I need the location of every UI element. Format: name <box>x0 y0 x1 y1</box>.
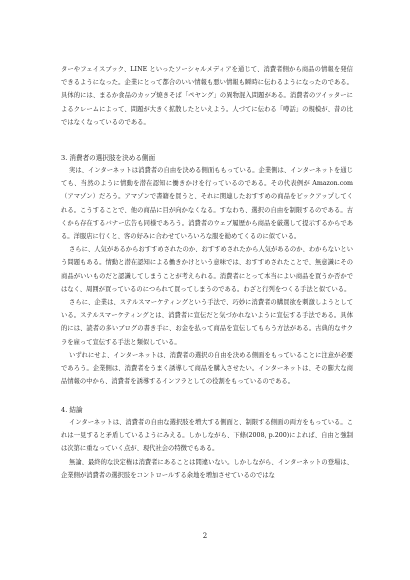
page-number: 2 <box>202 532 208 540</box>
intro-paragraph: ターやフェイスブック、LINE といったソーシャルメディアを通じて、消費者側から商品の情報を発信できるようになった。企業にとって都合のいい情報も悪い情報も瞬時に伝わるようになったのである。具体的には、まるか食品のカップ焼きそば「ペヤング」の異物混入問題がある。消費者のツイッターによるクレームによって、問題が大きく拡散したといえよう。人づてに伝わる「噂話」の規模が、昔の比ではなくなっているのである。 <box>61 66 353 126</box>
section-4-heading: 4. 結論 <box>61 406 83 414</box>
section-3-paragraph-4: いずれにせよ、インターネットは、消費者の選択の自由を決める側面をもっていることに注意が必要であろう。企業側は、消費者をうまく誘導して商品を購入させたい。インターネットは、その膨大な商品情報の中から、消費者を誘導するインフラとしての役割をもっているのである。 <box>61 351 353 386</box>
section-3 <box>61 152 353 388</box>
section-3-heading: 3. 消費者の選択肢を決める側面 <box>61 154 156 162</box>
section-3-paragraph-1: 実は、インターネットは消費者の自由を決める側面ももっている。企業側は、インターネットを通じても、当然のように情動を潜在認知に働きかけを行っているのである。その代表例が Amazon.com（アマゾン）だろう。アマゾンで書籍を買うと、それに関連したおすすめの商品をピックアップしてくれる。こうすることで、他の商品に目が向かなくなる。すなわち、選択の自由を制限するのである。古くから存在するバナー広告も同様であろう。消費者のウェブ履歴から商品を厳選して提示するからである。洋服店に行くと、客の好みに合わせていろいろな服を勧めてくるのに似ている。 <box>61 167 353 241</box>
section-4 <box>61 404 353 482</box>
section-3-paragraph-3: さらに、企業は、ステルスマーケティングという手法で、巧妙に消費者の購買欲を刺激しようとしている。ステルスマーケティングとは、消費者に宣伝だと気づかれないように宣伝する手法である。具体的には、読者の多いブログの書き手に、お金を払って商品を宣伝してもらう方法がある。古典的なサクラを雇って宣伝する手法と類似している。 <box>61 299 353 346</box>
section-4-paragraph-2: 無論、最終的な決定権は消費者にあることは間違いない。しかしながら、インターネットの登場は、企業側が消費者の選択肢をコントロールする余地を増加させているのではな <box>61 458 353 479</box>
section-3-paragraph-2: さらに、人気があるからおすすめされたのか、おすすめされたから人気があるのか、わからないという問題もある。情動と潜在認知による働きかけという意味では、おすすめされたことで、無意識にその商品がいいものだと認識してしまうことが考えられる。消費者にとって本当によい商品を買うか否かではなく、周囲が買っているのにつられて買ってしまうのである。わざと行列をつくる手法と似ている。 <box>61 246 353 293</box>
section-4-paragraph-1: インターネットは、消費者の自由な選択肢を増大する側面と、制限する側面の両方をもっている。これは一見すると矛盾しているようにみえる。しかしながら、下條(2008, p.200)によれば、自由と強制は次第に重なっていく点が、現代社会の特徴でもある。 <box>61 419 353 453</box>
